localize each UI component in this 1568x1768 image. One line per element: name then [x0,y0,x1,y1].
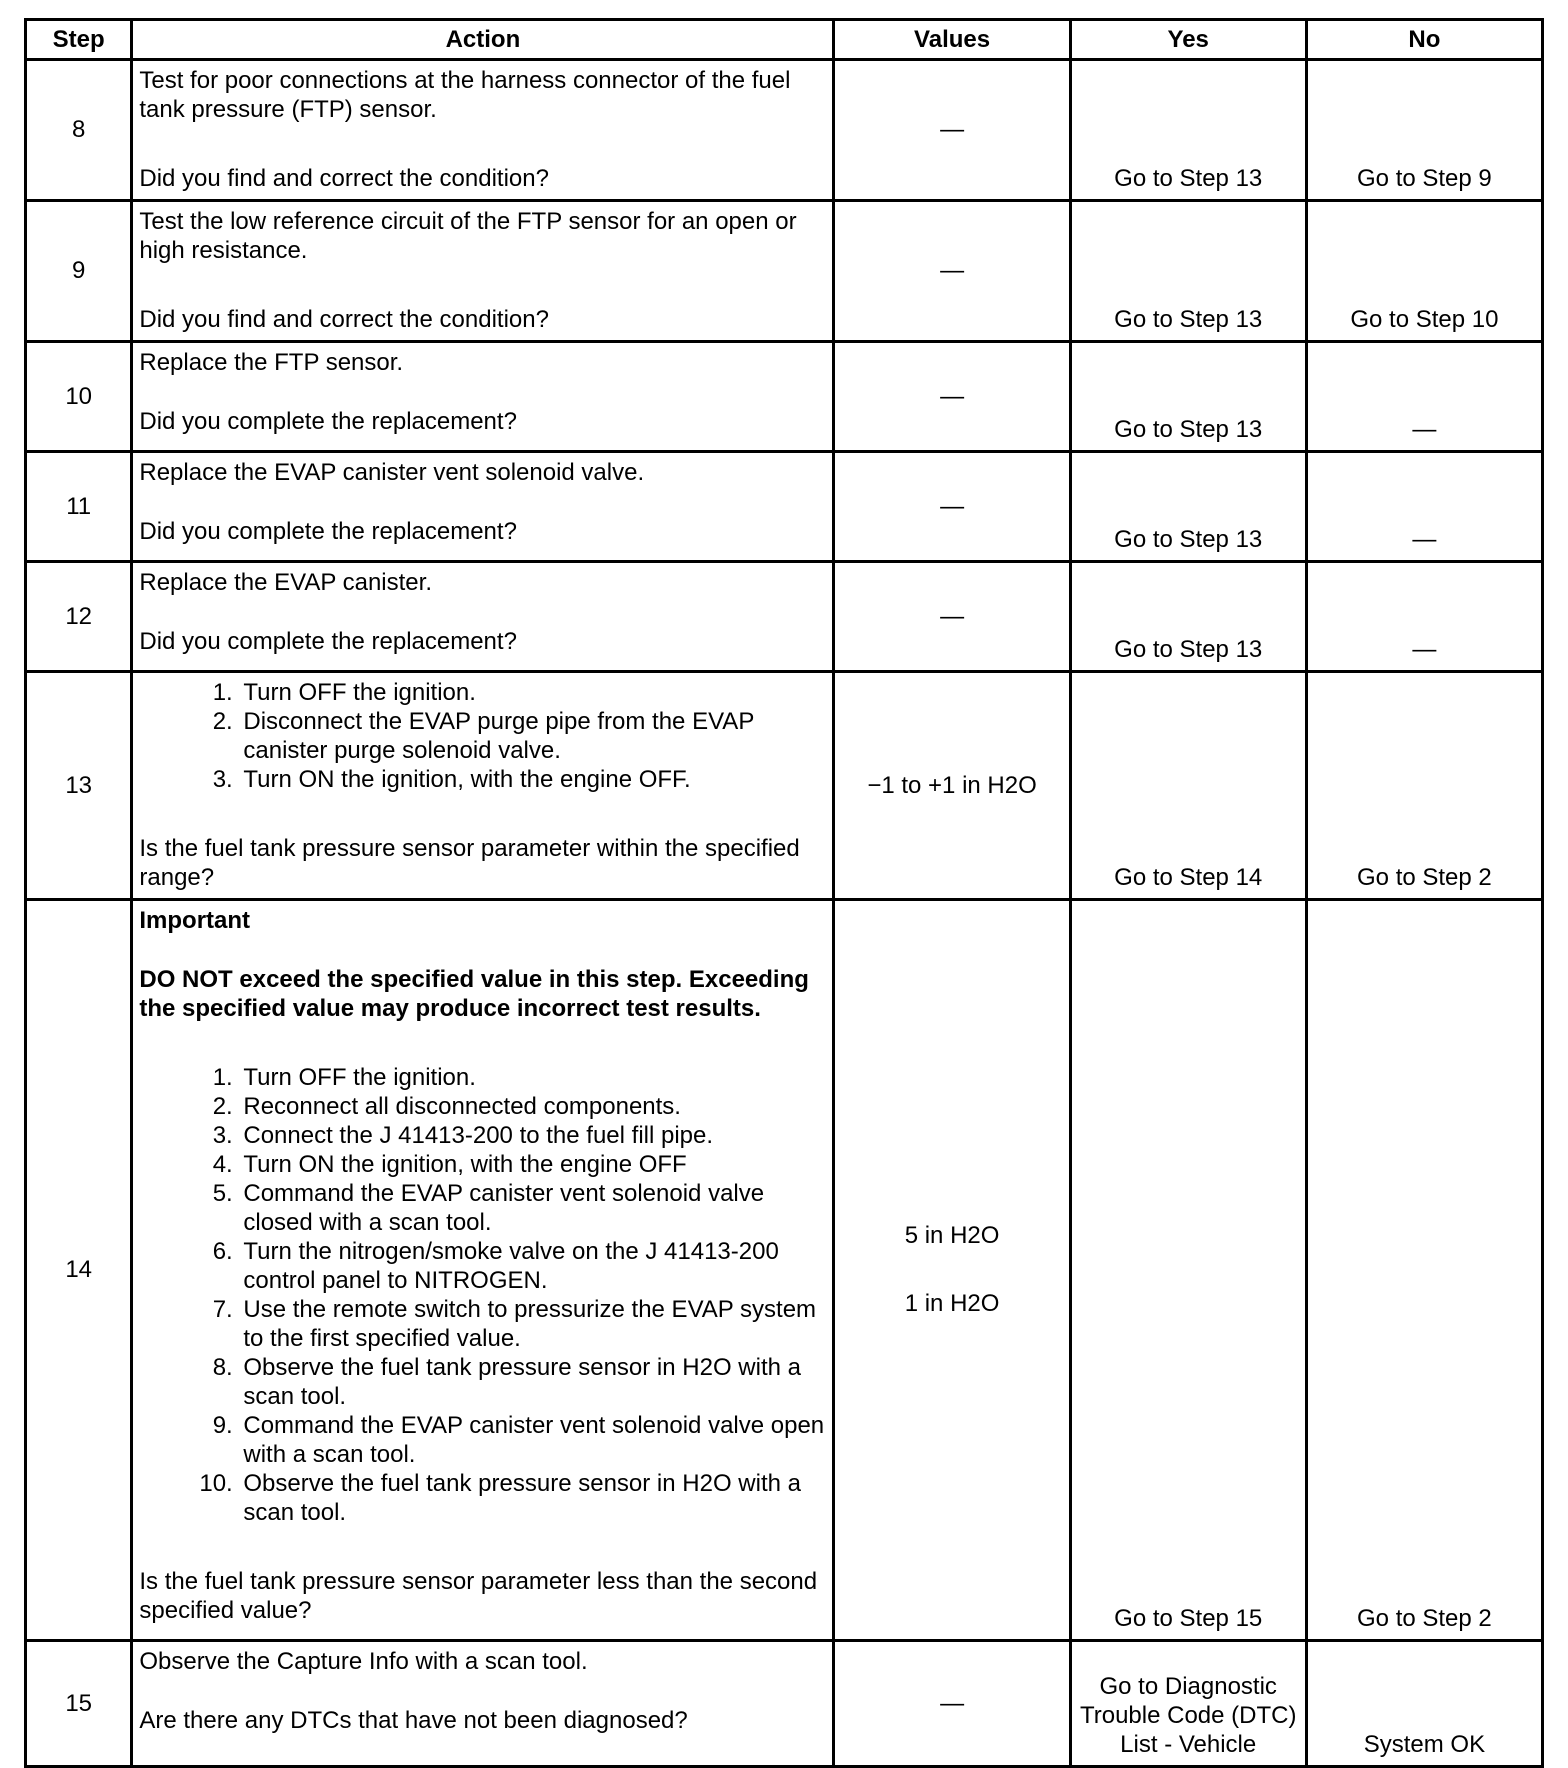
values-cell: — [834,562,1070,672]
step-number: 11 [26,452,132,562]
action-question: Did you find and correct the condition? [139,165,549,192]
yes-cell: Go to Step 13 [1070,342,1306,452]
list-item: 3. Connect the J 41413-200 to the fuel fill pipe. [239,1121,828,1150]
action-cell [132,562,834,672]
list-item: 10. Observe the fuel tank pressure sensor in H2O with a scan tool. [239,1469,828,1527]
step-number: 8 [26,60,132,201]
list-item: 4. Turn ON the ignition, with the engine OFF [239,1150,828,1179]
header-yes: Yes [1070,20,1306,60]
action-question: Are there any DTCs that have not been diagnosed? [139,1707,688,1734]
important-title: Important [139,907,251,934]
action-steps-list [139,678,828,794]
list-item: 2. Reconnect all disconnected components. [239,1092,828,1121]
action-text: Test the low reference circuit of the FTP sensor for an open or high resistance. [139,208,797,264]
table-row [26,1641,1543,1767]
list-item: 7. Use the remote switch to pressurize the EVAP system to the first specified value. [239,1295,828,1353]
no-cell: — [1306,562,1542,672]
table-row [26,452,1543,562]
yes-cell: Go to Step 13 [1070,201,1306,342]
action-cell [132,201,834,342]
list-item: 1. Turn OFF the ignition. [239,1063,828,1092]
list-item: 2. Disconnect the EVAP purge pipe from the EVAP canister purge solenoid valve. [239,707,828,765]
header-step: Step [26,20,132,60]
action-cell [132,1641,834,1767]
action-question: Did you complete the replacement? [139,518,517,545]
table-row [26,201,1543,342]
action-cell [132,342,834,452]
yes-cell: Go to Step 13 [1070,562,1306,672]
yes-cell: Go to Diagnostic Trouble Code (DTC) List - Vehicle [1070,1641,1306,1767]
table-row [26,672,1543,900]
no-cell: Go to Step 10 [1306,201,1542,342]
yes-cell: Go to Step 13 [1070,452,1306,562]
yes-cell: Go to Step 15 [1070,900,1306,1641]
action-text: Replace the EVAP canister vent solenoid valve. [139,459,645,486]
list-item: 8. Observe the fuel tank pressure sensor in H2O with a scan tool. [239,1353,828,1411]
values-cell: — [834,60,1070,201]
no-cell: — [1306,342,1542,452]
table-row [26,900,1543,1641]
no-cell: System OK [1306,1641,1542,1767]
action-text: Observe the Capture Info with a scan tool. [139,1648,588,1675]
list-item: 9. Command the EVAP canister vent solenoid valve open with a scan tool. [239,1411,828,1469]
important-text: DO NOT exceed the specified value in this step. Exceeding the specified value may produce incorrect test results. [139,966,809,1022]
no-cell: Go to Step 9 [1306,60,1542,201]
values-cell: −1 to +1 in H2O [834,672,1070,900]
action-cell [132,900,834,1641]
values-cell [834,900,1070,1641]
action-text: Replace the FTP sensor. [139,349,404,376]
yes-cell: Go to Step 13 [1070,60,1306,201]
action-cell [132,60,834,201]
step-number: 13 [26,672,132,900]
header-row [26,20,1543,60]
values-cell: — [834,1641,1070,1767]
action-text: Test for poor connections at the harness connector of the fuel tank pressure (FTP) sensor. [139,67,791,123]
step-number: 14 [26,900,132,1641]
action-question: Did you complete the replacement? [139,628,517,655]
step-number: 15 [26,1641,132,1767]
no-cell: Go to Step 2 [1306,672,1542,900]
header-action: Action [132,20,834,60]
step-number: 9 [26,201,132,342]
action-text: Replace the EVAP canister. [139,569,432,596]
step-number: 10 [26,342,132,452]
list-item: 3. Turn ON the ignition, with the engine OFF. [239,765,828,794]
first-specified-value: 5 in H2O [904,1222,1000,1249]
action-cell [132,672,834,900]
header-no: No [1306,20,1542,60]
values-cell: — [834,452,1070,562]
list-item: 1. Turn OFF the ignition. [239,678,828,707]
action-question: Is the fuel tank pressure sensor parameter within the specified range? [139,835,800,891]
list-item: 6. Turn the nitrogen/smoke valve on the J 41413-200 control panel to NITROGEN. [239,1237,828,1295]
action-question: Is the fuel tank pressure sensor parameter less than the second specified value? [139,1568,818,1624]
no-cell: Go to Step 2 [1306,900,1542,1641]
action-steps-list [139,1063,828,1527]
table-row [26,60,1543,201]
values-cell: — [834,201,1070,342]
table-row [26,562,1543,672]
yes-cell: Go to Step 14 [1070,672,1306,900]
diagnostic-table [24,18,1544,1768]
header-values: Values [834,20,1070,60]
no-cell: — [1306,452,1542,562]
step-number: 12 [26,562,132,672]
action-question: Did you find and correct the condition? [139,306,549,333]
values-cell: — [834,342,1070,452]
list-item: 5. Command the EVAP canister vent solenoid valve closed with a scan tool. [239,1179,828,1237]
action-question: Did you complete the replacement? [139,408,517,435]
second-specified-value: 1 in H2O [904,1290,1000,1317]
action-cell [132,452,834,562]
table-row [26,342,1543,452]
